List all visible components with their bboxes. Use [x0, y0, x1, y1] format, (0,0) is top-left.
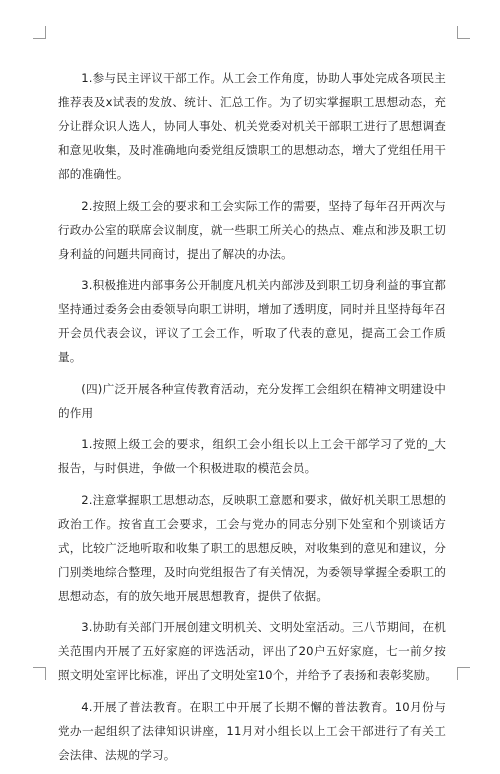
document-body: [58, 66, 446, 774]
crop-mark-bottom-left: [33, 667, 46, 680]
paragraph-study-report: 1.按照上级工会的要求，组织工会小组长以上工会干部学习了党的_大报告，与时俱进，争做一个积极进取的模范会员。: [58, 437, 446, 475]
paragraph-legal-education: 4.开展了普法教育。在职工中开展了长期不懈的普法教育。10月份与党办一起组织了法律知识讲座，11月对小组长以上工会干部进行了有关工会法律、法规的学习。: [58, 699, 446, 762]
paragraph-democratic-evaluation: 1.参与民主评议干部工作。从工会工作角度，协助人事处完成各项民主推荐表及x试表的发放、统计、汇总工作。为了切实掌握职工思想动态，充分让群众识人选人，协同人事处、机关党委对机关干部职工进行了思想调查和意见收集，及时准确地向委党组反馈职工的思想动态，增大了党组任用干部的准确性。: [58, 71, 446, 181]
section-heading-education: (四)广泛开展各种宣传教育活动，充分发挥工会组织在精神文明建设中的作用: [58, 381, 446, 420]
crop-mark-top-right: [457, 26, 470, 39]
paragraph-affairs-disclosure: 3.积极推进内部事务公开制度凡机关内部涉及到职工切身利益的事宜都坚持通过委务会由委领导向职工讲明，增加了透明度，同时并且坚持每年召开会员代表会议，评议了工会工作，听取了代表的意见，提高工会工作质量。: [58, 278, 446, 364]
paragraph-joint-meeting: 2.按照上级工会的要求和工会实际工作的需要，坚持了每年召开两次与行政办公室的联席会议制度，就一些职工所关心的热点、难点和涉及职工切身利益的问题共同商讨，提出了解决的办法。: [58, 198, 446, 261]
crop-mark-bottom-right: [457, 667, 470, 680]
paragraph-ideological-work: 2.注意掌握职工思想动态，反映职工意愿和要求，做好机关职工思想的政治工作。按省直工会要求，工会与党办的同志分别下处室和个别谈话方式，比较广泛地听取和收集了职工的思想反映，对收集到的意见和建议，分门别类地综合整理，及时向党组报告了有关情况，为委领导掌握全委职工的思想动态，有的放矢地开展思想教育，提供了依据。: [58, 492, 446, 603]
crop-mark-top-left: [33, 26, 46, 39]
paragraph-civilization-activity: 3.协助有关部门开展创建文明机关、文明处室活动。三八节期间，在机关范围内开展了五好家庭的评选活动，评出了20户五好家庭，七一前夕按照文明处室评比标准，评出了文明处室10个，并给予了表扬和表彰奖励。: [58, 620, 446, 682]
